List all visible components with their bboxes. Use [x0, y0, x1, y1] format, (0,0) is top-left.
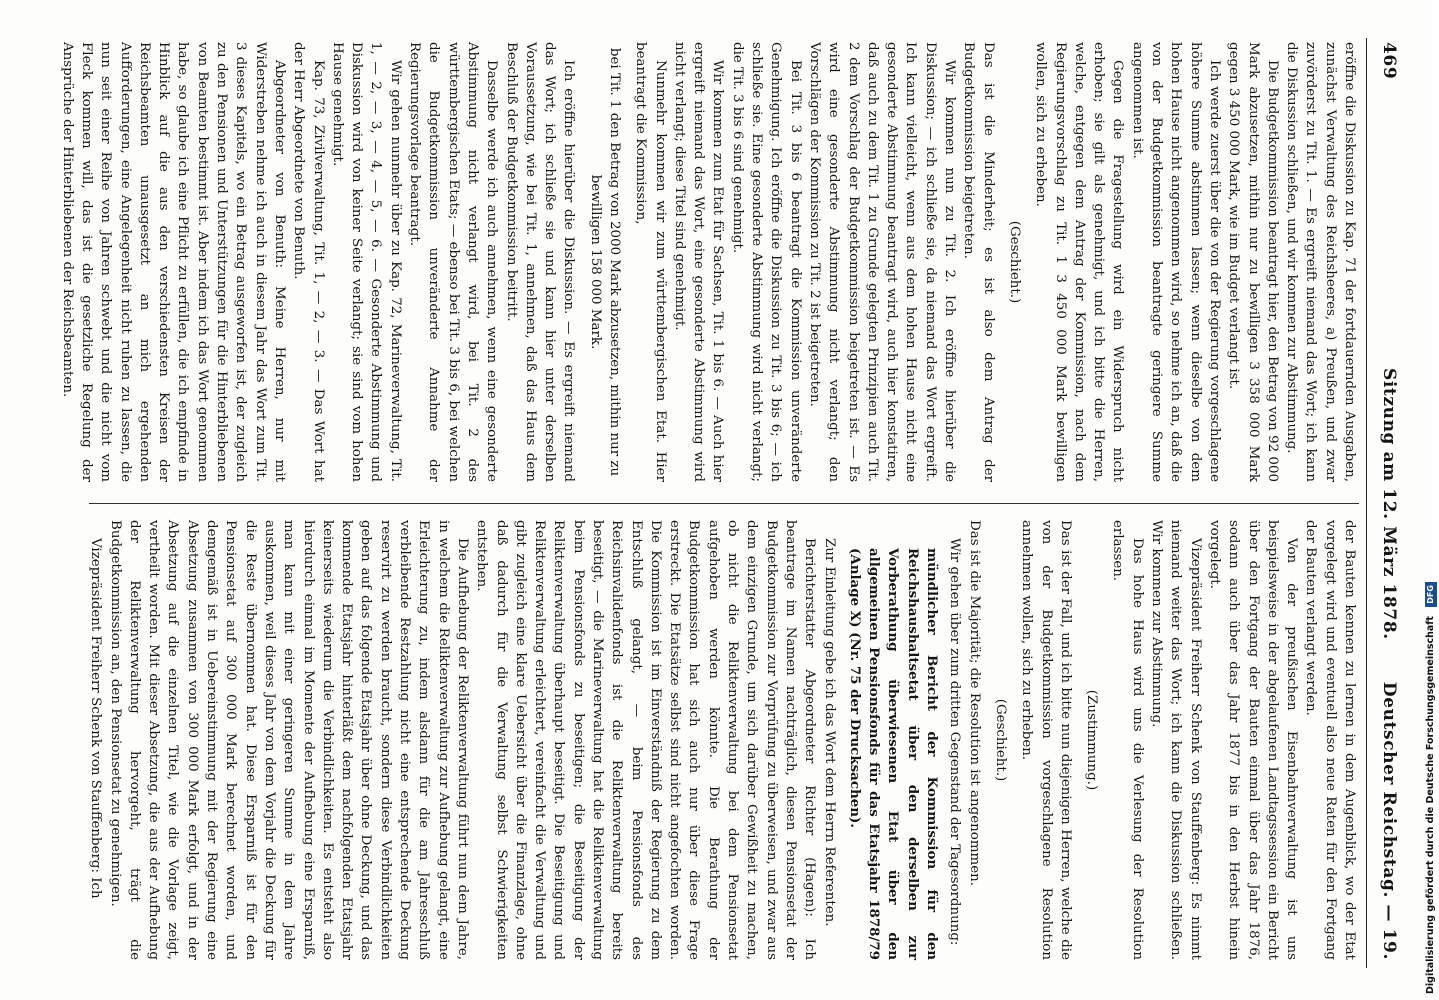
paragraph: Von der preußischen Eisenbahnverwaltung ist uns beispielsweise in der abgelaufenen Landtagssession ein Bericht über den Fortgang der Bauten einmal über das Jahr 1876, sodann auch über das Jahr 1877 bis in den Herbst hinein vorgelegt.	[1206, 520, 1300, 960]
credit-text: Digitalisierung gefördert durch die Deutsche Forschungsgemeinschaft	[1425, 616, 1436, 994]
paragraph: Nunmehr kommen wir zum württembergischen Etat. Hier beantragt die Kommission,	[633, 42, 668, 482]
paragraph: Gegen die Fragestellung wird ein Widerspruch nicht erhoben; sie gilt als genehmigt, und ich bitte die Herren, welche, entgegen dem Antrag der Kommission, nach dem Regierungsvorschlag zu Tit. 1 3 450 000 Mark bewilligen wollen, sich zu erheben.	[1033, 42, 1126, 482]
paragraph: Das ist die Majorität; die Resolution ist angenommen.	[966, 520, 982, 887]
paragraph: Wir gehen nunmehr über zu Kap. 72, Marineverwaltung, Tit. 1, — 2, — 3, — 4, — 5, — 6. — Gesonderte Abstimmung und Diskussion wird von keiner Seite verlangt; sie sind vom hohen Hause genehmigt.	[329, 42, 403, 482]
paragraph: Kap. 73, Zivilverwaltung, Tit. 1, — 2, — 3. — Das Wort hat der Herr Abgeordnete von Benuth.	[291, 42, 326, 482]
dfg-credit	[1423, 6, 1439, 994]
stage-direction: (Geschieht.)	[1006, 220, 1022, 304]
paragraph: Die Aufhebung der Reliktenverwaltung führt nun dem Jahre, in welchem die Reliktenverwaltung zur Aufhebung gelangt, eine Erleichterung zu, indem alsdann für die am Jahresschluß verbleibende Restzahlung nicht eine entsprechende Deckung reservirt zu werden braucht, sondern diese Verbindlichkeiten geben auf das folgende Etatsjahr über ohne Deckung, und das kommende Etatsjahr hinterläßt dem nachfolgenden Etatsjahr keinerseits wiederum die Verbindlichkeiten. Es entsteht also hierdurch einmal im Momente der Aufhebung eine Ersparniß, man kann mit einer geringeren Summe in dem Jahre auskommen, weil dieses Jahr von dem Vorjahr die Deckung für die Reste übernommen hat. Diese Ersparniß ist für den Pensionsetat auf 300 000 Mark berechnet worden, und demgemäß ist in Uebereinstimmung mit der Regierung eine Absetzung zusammen von 300 000 Mark erfolgt, und in der Absetzung auf die einzelnen Titel, wie die Vorlage zeigt, vertheilt worden. Mit dieser Absetzung, die aus der Aufhebung der Reliktenverwaltung hervorgeht, trägt die Budgetkommission an, den Pensionsetat zu genehmigen.	[107, 520, 470, 960]
stage-direction: (Zustimmung.)	[1084, 689, 1100, 791]
speech-paragraph: Abgeordneter von Benuth: Meine Herren, nur mit Widerstreben nehme ich auch in diesem Jahr das Wort zum Tit. 3 dieses Kapitels, wo ein Betrag ausgeworfen ist, der zugleich zu den Pensionen und Unterstützungen für die Hinterbliebenen von Beamten bestimmt ist. Aber indem ich das Wort genommen habe, so glaube ich eine Pflicht zu erfüllen, die ich empfinde in Hinblick auf die aus den verschiedensten Kreisen der Reichsbeamten unausgesetzt an mich ergehenden Aufforderungen, eine Angelegenheit nicht ruhen zu lassen, die nun seit einer Reihe von Jahren schwebt und die nicht vom Fleck kommen will, das ist die gesetzliche Regelung der Ansprüche der Hinterbliebenen der Reichsbeamten.	[59, 42, 287, 482]
paragraph: Das ist die Minderheit; es ist also dem Antrag der Budgetkommission beigetreten.	[961, 42, 996, 482]
page-number: 469	[1379, 42, 1399, 80]
dfg-logo: DFG	[1425, 582, 1437, 607]
paragraph: Wir kommen nun zu Tit. 2. Ich eröffne hierüber die Diskussion; — ich schließe sie, da niemand das Wort ergreift. Ich kann vielleicht, wenn aus dem hohen Hause nicht eine gesonderte Abstimmung beantragt wird, auch hier konstatiren, daß auch zu dem Tit. 1 zu Grunde gelegten Prinzipien auch Tit. 2 dem Vorschlag der Budgetkommission beigetreten ist. — Es wird eine gesonderte Abstimmung nicht verlangt; den Vorschlägen der Kommission zu Tit. 2 ist beigetreten.	[806, 42, 958, 482]
paragraph: Die Budgetkommission beantragt hier, den Betrag von 92 000 Mark abzusetzen, mithin nur zu bewilligen 3 358 000 Mark gegen 3 450 000 Mark, wie im Budget verlangt ist.	[1226, 42, 1280, 482]
stage-direction: (Geschieht.)	[992, 698, 1008, 782]
speech-paragraph: Berichterstatter Abgeordneter Richter (Hagen): Ich beantrage im Namen nachträglich, diesen Pensionsetat der Budgetkommission zur Vorprüfung zu überweisen, und zwar aus dem einzigen Grunde, um sich darüber Gewißheit zu machen, ob nicht die Reliktenverwaltung bei dem Pensionsetat aufgehoben werden könnte. Die Berathung der Budgetkommission hat sich auch nur über diese Frage erstreckt. Die Etatsätze selbst sind nicht angefochten worden. Die Kommission ist im Einverständniß der Regierung zu dem Entschluß gelangt, — beim Pensionsfonds des Reichsinvalidenfonds ist die Reliktenverwaltung bereits beseitigt, — die Marineverwaltung hat die Reliktenverwaltung beim Pensionsfonds zu beseitigen; die Beseitigung der Reliktenverwaltung überhaupt beseitigt. Die Beseitigung und Reliktenverwaltung erleichtert, vereinfacht die Verwaltung und gibt zugleich eine klare Uebersicht über die Finanzlage, ohne daß dadurch für die Verwaltung selbst Schwierigkeiten entstehen.	[474, 520, 818, 960]
rotated-newspaper-page	[59, 38, 1405, 968]
paragraph: der Bauten kennen zu lernen in dem Augenblick, wo der Etat vorgelegt wird und eventuell also neue Raten für den Fortgang der Bauten verlangt werden.	[1303, 520, 1357, 960]
paragraph: Ich werde zuerst über die von der Regierung vorgeschlagene höhere Summe abstimmen lassen; wenn dieselbe von dem hohen Hause nicht angenommen wird, so nehme ich an, daß die von der Budgetkommission beantragte geringere Summe angenommen ist.	[1129, 42, 1222, 482]
paragraph: Das hohe Haus wird uns die Verlesung der Resolution erlassen.	[1110, 520, 1145, 960]
paragraph: Wir kommen zum Etat für Sachsen, Tit. 1 bis 6. — Auch hier ergreift niemand das Wort, eine gesonderte Abstimmung wird nicht verlangt; diese Titel sind genehmigt.	[671, 42, 726, 482]
column-left-page-side	[89, 520, 1359, 960]
paragraph: Das ist der Fall, und ich bitte nun diejenigen Herren, welche die von der Budgetkommission vorgeschlagene Resolution annehmen wollen, sich zu erheben.	[1019, 520, 1073, 960]
page-header	[1366, 38, 1405, 968]
journal-title: Deutscher Reichstag. — 19.	[1379, 681, 1399, 960]
paragraph: Dasselbe werde ich auch annehmen, wenn eine gesonderte Abstimmung nicht verlangt wird, bei Tit. 2 des württembergischen Etats; — ebenso bei Tit. 3 bis 6, bei welchen die Budgetkommission unveränderte Annahme der Regierungsvorlage beantragt.	[407, 42, 500, 482]
dfg-credit-strip	[1407, 6, 1436, 994]
paragraph: Zur Einleitung gebe ich das Wort dem Herrn Referenten.	[821, 538, 837, 927]
paragraph: Bei Tit. 3 bis 6 beantragt die Kommission unveränderte Genehmigung. Ich eröffne die Diskussion zu Tit. 3 bis 6; — ich schließe sie. Eine gesonderte Abstimmung wird nicht verlangt; die Tit. 3 bis 6 sind genehmigt.	[729, 42, 803, 482]
session-title: Sitzung am 12. März 1878.	[1379, 368, 1399, 640]
agenda-item-heading: mündlicher Bericht der Kommission für den Reichshaushaltsetat über den derselben zur Vorberathung überwiesenen Etat über den allgemeinen Pensionsfonds für das Etatsjahr 1878/79 (Anlage X) (Nr. 75 der Drucksachen).	[846, 548, 941, 960]
paragraph: Wir gehen über zum dritten Gegenstand der Tagesordnung:	[947, 538, 963, 946]
paragraph: Ich eröffne hierüber die Diskussion. — Es ergreift niemand das Wort; ich schließe sie und kann hier unter derselben Voraussetzung, wie bei Tit. 1, annehmen, daß das Haus dem Beschluß der Budgetkommission beitritt.	[503, 42, 577, 482]
speech-paragraph: Vizepräsident Freiherr Schenk von Stauffenberg: Es nimmt niemand weiter das Wort; ich kann die Diskussion schließen. Wir kommen zur Abstimmung.	[1149, 520, 1203, 960]
column-divider	[89, 503, 1359, 504]
paragraph: eröffne die Diskussion zu Kap. 71 der fortdauernden Ausgaben, zunächst Verwaltung des Reichsheeres, a) Preußen, und zwar zuvörderst zu Tit. 1. — Es ergreift niemand das Wort; ich kann die Diskussion schließen, und wir kommen zur Abstimmung.	[1284, 42, 1357, 482]
motion-text: bei Tit. 1 den Betrag von 2000 Mark abzusetzen, mithin nur zu bewilligen 158 000 Mark.	[587, 47, 623, 477]
speech-paragraph: Vizepräsident Freiherr Schenk von Stauffenberg: Ich	[88, 538, 104, 899]
column-right-page-side	[59, 42, 1359, 482]
